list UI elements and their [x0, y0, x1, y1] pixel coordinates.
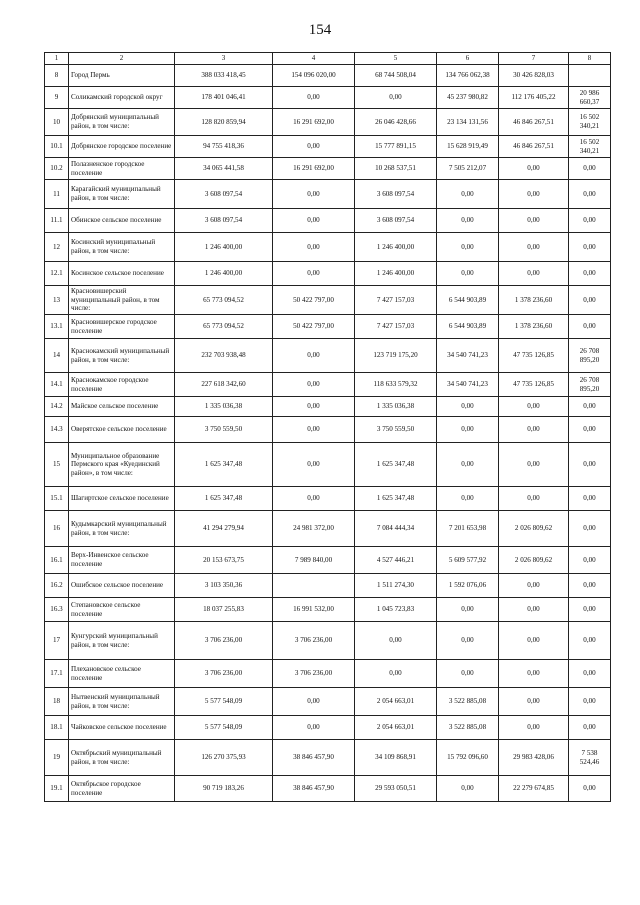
col7-cell: 30 426 828,03 [499, 65, 569, 87]
table-row [45, 87, 611, 109]
total-cell: 20 153 673,75 [175, 547, 273, 574]
col4-cell: 38 846 457,90 [273, 776, 355, 802]
col6-cell: 1 592 076,06 [437, 574, 499, 598]
row-number-cell: 10.2 [45, 158, 69, 180]
col6-cell: 0,00 [437, 598, 499, 622]
territory-name-cell: Кудымкарский муниципальный район, в том числе: [69, 511, 175, 547]
row-number-cell: 16 [45, 511, 69, 547]
header-cell: 5 [355, 53, 437, 65]
table-row [45, 233, 611, 262]
header-cell: 1 [45, 53, 69, 65]
table-row [45, 373, 611, 397]
total-cell: 3 608 097,54 [175, 209, 273, 233]
col6-cell: 45 237 980,82 [437, 87, 499, 109]
col8-cell: 0,00 [569, 688, 611, 716]
col6-cell: 0,00 [437, 622, 499, 660]
territory-name-cell: Соликамский городской округ [69, 87, 175, 109]
territory-name-cell: Плехановское сельское поселение [69, 660, 175, 688]
table-body [45, 53, 611, 802]
col7-cell: 29 983 428,06 [499, 740, 569, 776]
col8-cell: 0,00 [569, 547, 611, 574]
header-cell: 2 [69, 53, 175, 65]
table-row [45, 136, 611, 158]
col4-cell: 0,00 [273, 87, 355, 109]
row-number-cell: 10.1 [45, 136, 69, 158]
col5-cell: 26 046 428,66 [355, 109, 437, 136]
total-cell: 3 608 097,54 [175, 180, 273, 209]
table-row [45, 315, 611, 339]
col4-cell: 16 291 692,00 [273, 158, 355, 180]
territory-name-cell: Майское сельское поселение [69, 397, 175, 417]
territory-name-cell: Оверятское сельское поселение [69, 417, 175, 443]
col5-cell: 2 054 663,01 [355, 688, 437, 716]
col4-cell: 0,00 [273, 443, 355, 487]
col4-cell: 0,00 [273, 209, 355, 233]
col7-cell: 1 378 236,60 [499, 286, 569, 315]
row-number-cell: 19 [45, 740, 69, 776]
total-cell: 3 750 559,50 [175, 417, 273, 443]
total-cell: 5 577 548,09 [175, 716, 273, 740]
row-number-cell: 12.1 [45, 262, 69, 286]
row-number-cell: 19.1 [45, 776, 69, 802]
territory-name-cell: Верх-Инвенское сельское поселение [69, 547, 175, 574]
total-cell: 90 719 183,26 [175, 776, 273, 802]
col5-cell: 118 633 579,32 [355, 373, 437, 397]
table-row [45, 574, 611, 598]
col5-cell: 1 335 036,38 [355, 397, 437, 417]
table-row [45, 487, 611, 511]
col7-cell: 1 378 236,60 [499, 315, 569, 339]
col7-cell: 0,00 [499, 233, 569, 262]
row-number-cell: 18 [45, 688, 69, 716]
total-cell: 1 335 036,38 [175, 397, 273, 417]
table-row [45, 158, 611, 180]
col5-cell: 1 246 400,00 [355, 233, 437, 262]
col5-cell: 3 750 559,50 [355, 417, 437, 443]
col5-cell: 1 045 723,83 [355, 598, 437, 622]
territory-name-cell: Обинское сельское поселение [69, 209, 175, 233]
total-cell: 388 033 418,45 [175, 65, 273, 87]
col7-cell: 0,00 [499, 443, 569, 487]
territory-name-cell: Степановское сельское поселение [69, 598, 175, 622]
col5-cell: 1 511 274,30 [355, 574, 437, 598]
row-number-cell: 9 [45, 87, 69, 109]
territory-name-cell: Краснокамский муниципальный район, в том числе: [69, 339, 175, 373]
col4-cell: 24 981 372,00 [273, 511, 355, 547]
table-row [45, 109, 611, 136]
col7-cell: 0,00 [499, 180, 569, 209]
col8-cell: 0,00 [569, 315, 611, 339]
territory-name-cell: Муниципальное образование Пермского края «Куединский район», в том числе: [69, 443, 175, 487]
territory-name-cell: Полазненское городское поселение [69, 158, 175, 180]
col5-cell: 2 054 663,01 [355, 716, 437, 740]
row-number-cell: 14.2 [45, 397, 69, 417]
total-cell: 65 773 094,52 [175, 286, 273, 315]
total-cell: 1 246 400,00 [175, 233, 273, 262]
col5-cell: 0,00 [355, 622, 437, 660]
row-number-cell: 11 [45, 180, 69, 209]
col4-cell: 3 706 236,00 [273, 660, 355, 688]
col5-cell: 3 608 097,54 [355, 180, 437, 209]
row-number-cell: 12 [45, 233, 69, 262]
col6-cell: 5 609 577,92 [437, 547, 499, 574]
col5-cell: 4 527 446,21 [355, 547, 437, 574]
col4-cell: 0,00 [273, 417, 355, 443]
header-cell: 6 [437, 53, 499, 65]
col8-cell: 0,00 [569, 574, 611, 598]
col8-cell [569, 65, 611, 87]
col8-cell: 0,00 [569, 262, 611, 286]
row-number-cell: 16.3 [45, 598, 69, 622]
table-row [45, 511, 611, 547]
territory-name-cell: Карагайский муниципальный район, в том числе: [69, 180, 175, 209]
col7-cell: 47 735 126,85 [499, 339, 569, 373]
table-row [45, 286, 611, 315]
total-cell: 126 270 375,93 [175, 740, 273, 776]
total-cell: 65 773 094,52 [175, 315, 273, 339]
col8-cell: 26 708 895,20 [569, 339, 611, 373]
col4-cell: 0,00 [273, 262, 355, 286]
col8-cell: 0,00 [569, 397, 611, 417]
col6-cell: 0,00 [437, 262, 499, 286]
row-number-cell: 14.3 [45, 417, 69, 443]
table-header-row [45, 53, 611, 65]
col8-cell: 0,00 [569, 180, 611, 209]
territory-name-cell: Краснокамское городское поселение [69, 373, 175, 397]
territory-name-cell: Октябрьское городское поселение [69, 776, 175, 802]
col5-cell: 29 593 050,51 [355, 776, 437, 802]
col8-cell: 0,00 [569, 776, 611, 802]
col4-cell: 0,00 [273, 716, 355, 740]
col8-cell: 16 502 340,21 [569, 109, 611, 136]
col6-cell: 3 522 885,08 [437, 716, 499, 740]
col4-cell: 0,00 [273, 688, 355, 716]
row-number-cell: 11.1 [45, 209, 69, 233]
col5-cell: 0,00 [355, 660, 437, 688]
table-row [45, 180, 611, 209]
row-number-cell: 18.1 [45, 716, 69, 740]
col7-cell: 112 176 405,22 [499, 87, 569, 109]
row-number-cell: 8 [45, 65, 69, 87]
col6-cell: 0,00 [437, 417, 499, 443]
col6-cell: 0,00 [437, 397, 499, 417]
col4-cell: 0,00 [273, 136, 355, 158]
col5-cell: 7 084 444,34 [355, 511, 437, 547]
table-row [45, 209, 611, 233]
col6-cell: 0,00 [437, 443, 499, 487]
col7-cell: 0,00 [499, 716, 569, 740]
row-number-cell: 16.2 [45, 574, 69, 598]
col8-cell: 16 502 340,21 [569, 136, 611, 158]
table-row [45, 598, 611, 622]
header-cell: 7 [499, 53, 569, 65]
col5-cell: 1 246 400,00 [355, 262, 437, 286]
col7-cell: 0,00 [499, 622, 569, 660]
table-row [45, 547, 611, 574]
col6-cell: 23 134 131,56 [437, 109, 499, 136]
col4-cell: 154 096 020,00 [273, 65, 355, 87]
total-cell: 1 625 347,48 [175, 487, 273, 511]
col7-cell: 46 846 267,51 [499, 109, 569, 136]
territory-name-cell: Косинское сельское поселение [69, 262, 175, 286]
col7-cell: 0,00 [499, 574, 569, 598]
col7-cell: 47 735 126,85 [499, 373, 569, 397]
row-number-cell: 15.1 [45, 487, 69, 511]
col8-cell: 0,00 [569, 511, 611, 547]
row-number-cell: 10 [45, 109, 69, 136]
col7-cell: 2 026 809,62 [499, 547, 569, 574]
col8-cell: 0,00 [569, 286, 611, 315]
territory-name-cell: Добрянский муниципальный район, в том числе: [69, 109, 175, 136]
territory-name-cell: Красновишерское городское поселение [69, 315, 175, 339]
col7-cell: 0,00 [499, 209, 569, 233]
col8-cell: 0,00 [569, 487, 611, 511]
col6-cell: 0,00 [437, 209, 499, 233]
territory-name-cell: Шагиртское сельское поселение [69, 487, 175, 511]
col8-cell: 0,00 [569, 660, 611, 688]
table-row [45, 65, 611, 87]
total-cell: 3 706 236,00 [175, 622, 273, 660]
col6-cell: 0,00 [437, 487, 499, 511]
col6-cell: 0,00 [437, 776, 499, 802]
col6-cell: 134 766 062,38 [437, 65, 499, 87]
col6-cell: 7 201 653,98 [437, 511, 499, 547]
col6-cell: 6 544 903,89 [437, 286, 499, 315]
col4-cell: 38 846 457,90 [273, 740, 355, 776]
header-cell: 3 [175, 53, 273, 65]
row-number-cell: 14.1 [45, 373, 69, 397]
territory-name-cell: Ошибское сельское поселение [69, 574, 175, 598]
territory-name-cell: Добрянское городское поселение [69, 136, 175, 158]
total-cell: 1 246 400,00 [175, 262, 273, 286]
col8-cell: 7 538 524,46 [569, 740, 611, 776]
col4-cell: 50 422 797,00 [273, 286, 355, 315]
table-row [45, 776, 611, 802]
col4-cell: 50 422 797,00 [273, 315, 355, 339]
col8-cell: 0,00 [569, 716, 611, 740]
table-row [45, 740, 611, 776]
col7-cell: 0,00 [499, 688, 569, 716]
total-cell: 232 703 938,48 [175, 339, 273, 373]
col8-cell: 0,00 [569, 443, 611, 487]
table-row [45, 339, 611, 373]
col5-cell: 10 268 537,51 [355, 158, 437, 180]
total-cell: 1 625 347,48 [175, 443, 273, 487]
total-cell: 34 065 441,58 [175, 158, 273, 180]
table-row [45, 262, 611, 286]
territory-name-cell: Кунгурский муниципальный район, в том числе: [69, 622, 175, 660]
total-cell: 128 820 859,94 [175, 109, 273, 136]
header-cell: 4 [273, 53, 355, 65]
col4-cell: 3 706 236,00 [273, 622, 355, 660]
total-cell: 178 401 046,41 [175, 87, 273, 109]
col6-cell: 7 505 212,07 [437, 158, 499, 180]
total-cell: 3 706 236,00 [175, 660, 273, 688]
col7-cell: 0,00 [499, 598, 569, 622]
col8-cell: 0,00 [569, 622, 611, 660]
col4-cell: 7 989 840,00 [273, 547, 355, 574]
table-row [45, 622, 611, 660]
col4-cell: 0,00 [273, 180, 355, 209]
col7-cell: 0,00 [499, 397, 569, 417]
col4-cell: 0,00 [273, 397, 355, 417]
col4-cell: 0,00 [273, 339, 355, 373]
col5-cell: 15 777 891,15 [355, 136, 437, 158]
col5-cell: 34 109 868,91 [355, 740, 437, 776]
row-number-cell: 13 [45, 286, 69, 315]
col7-cell: 0,00 [499, 417, 569, 443]
col4-cell: 0,00 [273, 487, 355, 511]
col8-cell: 0,00 [569, 158, 611, 180]
col6-cell: 15 792 096,60 [437, 740, 499, 776]
table-row [45, 716, 611, 740]
col6-cell: 6 544 903,89 [437, 315, 499, 339]
row-number-cell: 17 [45, 622, 69, 660]
col4-cell: 16 291 692,00 [273, 109, 355, 136]
territory-name-cell: Косинский муниципальный район, в том числе: [69, 233, 175, 262]
col7-cell: 0,00 [499, 262, 569, 286]
col7-cell: 46 846 267,51 [499, 136, 569, 158]
col5-cell: 7 427 157,03 [355, 315, 437, 339]
row-number-cell: 14 [45, 339, 69, 373]
total-cell: 94 755 418,36 [175, 136, 273, 158]
territory-name-cell: Красновишерский муниципальный район, в том числе: [69, 286, 175, 315]
col7-cell: 0,00 [499, 487, 569, 511]
total-cell: 41 294 279,94 [175, 511, 273, 547]
col7-cell: 22 279 674,85 [499, 776, 569, 802]
col8-cell: 20 986 660,37 [569, 87, 611, 109]
row-number-cell: 15 [45, 443, 69, 487]
col5-cell: 1 625 347,48 [355, 487, 437, 511]
col5-cell: 1 625 347,48 [355, 443, 437, 487]
col6-cell: 0,00 [437, 660, 499, 688]
col6-cell: 34 540 741,23 [437, 373, 499, 397]
table-row [45, 417, 611, 443]
col5-cell: 123 719 175,20 [355, 339, 437, 373]
col8-cell: 0,00 [569, 209, 611, 233]
table-row [45, 443, 611, 487]
col6-cell: 34 540 741,23 [437, 339, 499, 373]
col5-cell: 68 744 508,04 [355, 65, 437, 87]
total-cell: 3 103 350,36 [175, 574, 273, 598]
row-number-cell: 16.1 [45, 547, 69, 574]
table-row [45, 397, 611, 417]
col5-cell: 7 427 157,03 [355, 286, 437, 315]
territory-name-cell: Нытвенский муниципальный район, в том числе: [69, 688, 175, 716]
territory-name-cell: Чайковское сельское поселение [69, 716, 175, 740]
total-cell: 18 037 255,83 [175, 598, 273, 622]
row-number-cell: 17.1 [45, 660, 69, 688]
col4-cell: 0,00 [273, 233, 355, 262]
budget-table [44, 52, 611, 802]
col7-cell: 0,00 [499, 158, 569, 180]
col4-cell: 16 991 532,00 [273, 598, 355, 622]
table-row [45, 688, 611, 716]
col6-cell: 15 628 919,49 [437, 136, 499, 158]
territory-name-cell: Октябрьский муниципальный район, в том числе: [69, 740, 175, 776]
col8-cell: 26 708 895,20 [569, 373, 611, 397]
total-cell: 227 618 342,60 [175, 373, 273, 397]
page-number: 154 [308, 22, 332, 38]
territory-name-cell: Город Пермь [69, 65, 175, 87]
col8-cell: 0,00 [569, 233, 611, 262]
total-cell: 5 577 548,09 [175, 688, 273, 716]
row-number-cell: 13.1 [45, 315, 69, 339]
col5-cell: 0,00 [355, 87, 437, 109]
col6-cell: 3 522 885,08 [437, 688, 499, 716]
col4-cell [273, 574, 355, 598]
col6-cell: 0,00 [437, 180, 499, 209]
col6-cell: 0,00 [437, 233, 499, 262]
col8-cell: 0,00 [569, 417, 611, 443]
header-cell: 8 [569, 53, 611, 65]
table-row [45, 660, 611, 688]
col7-cell: 0,00 [499, 660, 569, 688]
col8-cell: 0,00 [569, 598, 611, 622]
col4-cell: 0,00 [273, 373, 355, 397]
col7-cell: 2 026 809,62 [499, 511, 569, 547]
col5-cell: 3 608 097,54 [355, 209, 437, 233]
